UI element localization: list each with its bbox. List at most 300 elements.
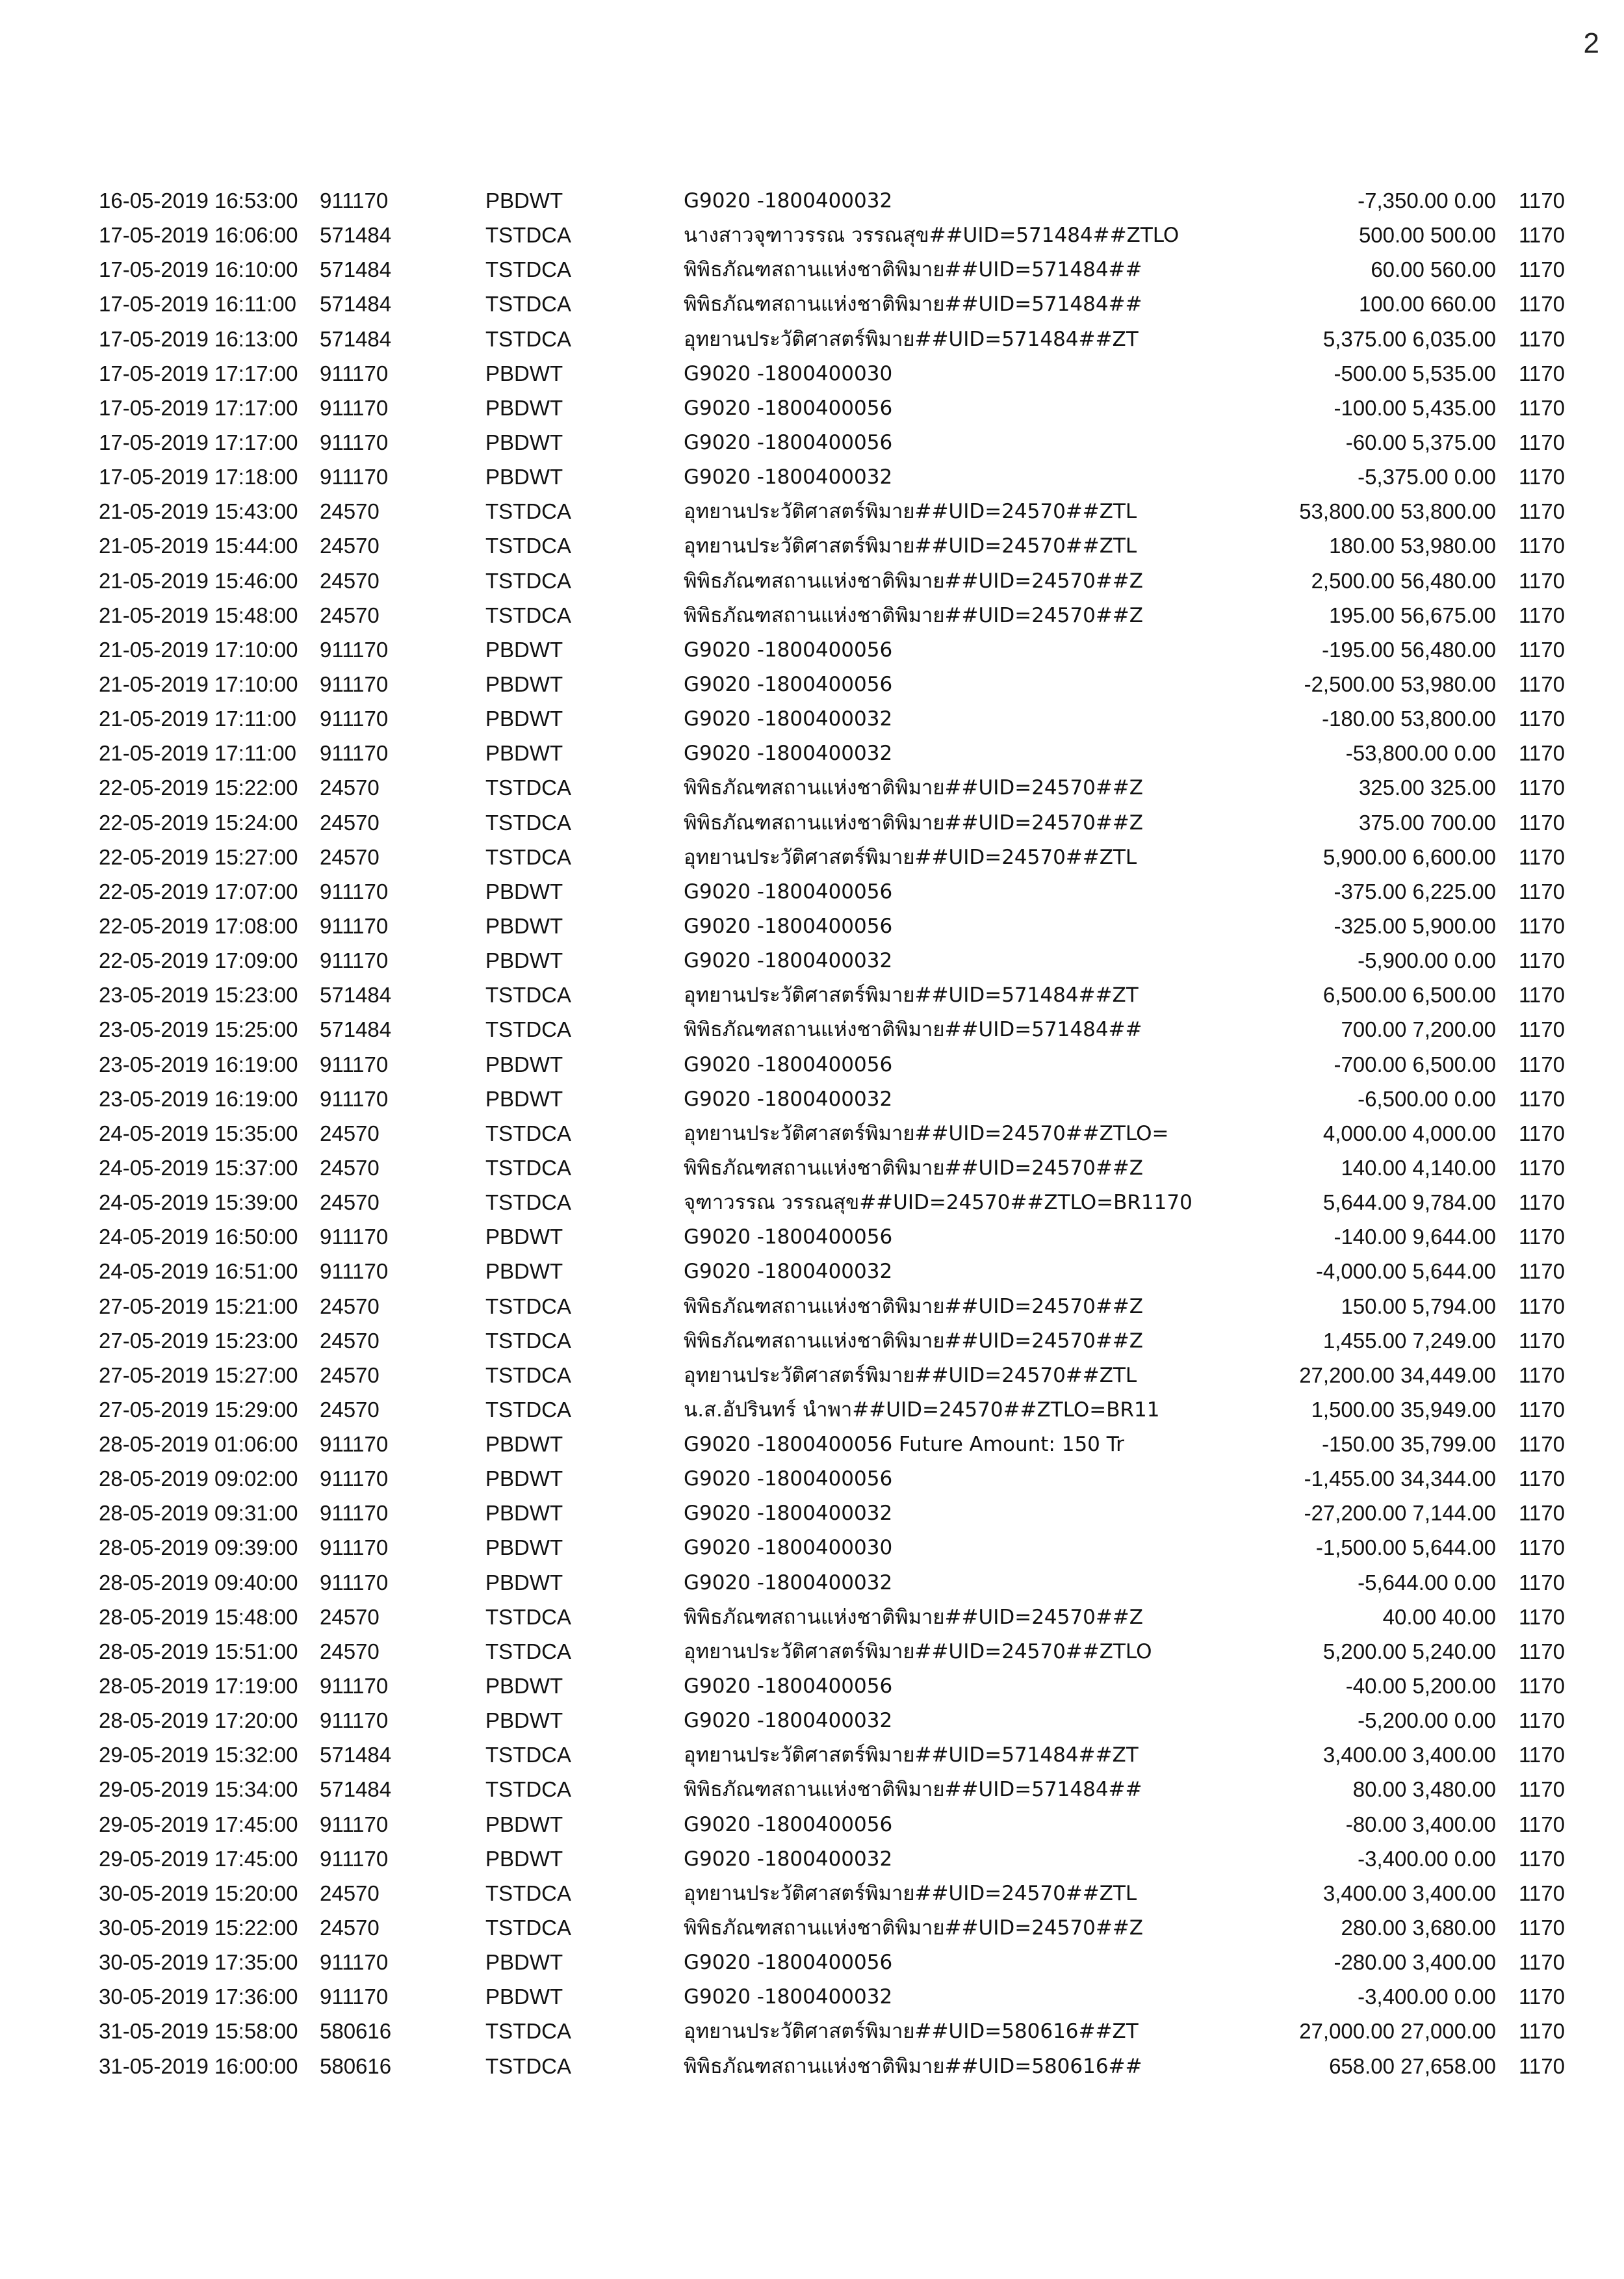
description-cell: พิพิธภัณฑสถานแห่งชาติพิมาย##UID=24570##Z — [684, 776, 1144, 800]
datetime-cell: 24-05-2019 15:39:00 — [99, 1190, 298, 1215]
datetime-cell: 24-05-2019 16:51:00 — [99, 1259, 298, 1284]
datetime-cell: 28-05-2019 15:48:00 — [99, 1604, 298, 1629]
table-row — [99, 1812, 1574, 1847]
datetime-cell: 28-05-2019 09:02:00 — [99, 1466, 298, 1491]
datetime-cell: 17-05-2019 16:13:00 — [99, 326, 298, 351]
user-id-cell: 571484 — [320, 223, 392, 248]
type-cell: TSTDCA — [485, 603, 571, 627]
type-cell: PBDWT — [485, 189, 563, 213]
user-id-cell: 911170 — [320, 1225, 389, 1249]
description-cell: อุทยานประวัติศาสตร์พิมาย##UID=580616##ZT — [684, 2020, 1139, 2044]
amount-balance-cell: 280.00 3,680.00 — [1341, 1916, 1496, 1940]
type-cell: TSTDCA — [485, 1362, 571, 1387]
description-cell: G9020 -1800400056 — [684, 430, 893, 454]
transaction-table — [99, 189, 1574, 2089]
description-cell: พิพิธภัณฑสถานแห่งชาติพิมาย##UID=571484## — [684, 258, 1142, 282]
amount-balance-cell: -100.00 5,435.00 — [1334, 395, 1496, 420]
user-id-cell: 571484 — [320, 326, 392, 351]
description-cell: G9020 -1800400056 — [684, 1812, 893, 1836]
description-cell: นางสาวจุฑาวรรณ วรรณสุข##UID=571484##ZTLO — [684, 224, 1179, 248]
datetime-cell: 28-05-2019 17:20:00 — [99, 1708, 298, 1733]
description-cell: อุทยานประวัติศาสตร์พิมาย##UID=24570##ZTLO= — [684, 1121, 1169, 1145]
table-row — [99, 1156, 1574, 1190]
user-id-cell: 911170 — [320, 1052, 389, 1076]
description-cell: พิพิธภัณฑสถานแห่งชาติพิมาย##UID=24570##Z — [684, 811, 1144, 835]
datetime-cell: 22-05-2019 15:24:00 — [99, 810, 298, 835]
branch-cell: 1170 — [1519, 1432, 1565, 1457]
datetime-cell: 16-05-2019 16:53:00 — [99, 189, 298, 213]
table-row — [99, 569, 1574, 603]
description-cell: G9020 -1800400032 — [684, 1502, 893, 1526]
amount-balance-cell: 27,000.00 27,000.00 — [1299, 2019, 1496, 2044]
description-cell: อุทยานประวัติศาสตร์พิมาย##UID=24570##ZTL — [684, 1363, 1137, 1387]
type-cell: PBDWT — [485, 361, 563, 385]
datetime-cell: 21-05-2019 17:11:00 — [99, 741, 296, 766]
amount-balance-cell: -180.00 53,800.00 — [1322, 707, 1496, 731]
datetime-cell: 17-05-2019 17:17:00 — [99, 430, 298, 454]
branch-cell: 1170 — [1519, 223, 1565, 248]
table-row — [99, 292, 1574, 326]
branch-cell: 1170 — [1519, 879, 1565, 904]
datetime-cell: 24-05-2019 15:35:00 — [99, 1121, 298, 1145]
type-cell: TSTDCA — [485, 223, 571, 248]
type-cell: PBDWT — [485, 1950, 563, 1975]
datetime-cell: 28-05-2019 09:39:00 — [99, 1535, 298, 1560]
type-cell: TSTDCA — [485, 1397, 571, 1422]
description-cell: พิพิธภัณฑสถานแห่งชาติพิมาย##UID=24570##Z — [684, 1916, 1144, 1940]
table-row — [99, 327, 1574, 361]
datetime-cell: 30-05-2019 17:35:00 — [99, 1950, 298, 1975]
type-cell: TSTDCA — [485, 844, 571, 869]
description-cell: G9020 -1800400056 — [684, 914, 893, 938]
datetime-cell: 27-05-2019 15:27:00 — [99, 1362, 298, 1387]
type-cell: PBDWT — [485, 1708, 563, 1733]
table-row — [99, 1398, 1574, 1432]
user-id-cell: 571484 — [320, 1777, 392, 1802]
user-id-cell: 911170 — [320, 1501, 389, 1526]
table-row — [99, 1432, 1574, 1466]
type-cell: TSTDCA — [485, 1604, 571, 1629]
datetime-cell: 24-05-2019 16:50:00 — [99, 1225, 298, 1249]
branch-cell: 1170 — [1519, 1328, 1565, 1353]
branch-cell: 1170 — [1519, 465, 1565, 489]
branch-cell: 1170 — [1519, 1535, 1565, 1560]
branch-cell: 1170 — [1519, 1985, 1565, 2009]
branch-cell: 1170 — [1519, 2053, 1565, 2078]
amount-balance-cell: 4,000.00 4,000.00 — [1322, 1121, 1496, 1145]
user-id-cell: 24570 — [320, 1328, 380, 1353]
description-cell: พิพิธภัณฑสถานแห่งชาติพิมาย##UID=24570##Z — [684, 569, 1144, 593]
description-cell: อุทยานประวัติศาสตร์พิมาย##UID=24570##ZTL — [684, 500, 1137, 524]
user-id-cell: 24570 — [320, 810, 380, 835]
amount-balance-cell: 658.00 27,658.00 — [1329, 2053, 1496, 2078]
table-row — [99, 1017, 1574, 1052]
amount-balance-cell: -5,900.00 0.00 — [1358, 948, 1496, 973]
type-cell: TSTDCA — [485, 1328, 571, 1353]
datetime-cell: 22-05-2019 15:27:00 — [99, 844, 298, 869]
amount-balance-cell: 100.00 660.00 — [1358, 292, 1496, 317]
user-id-cell: 911170 — [320, 189, 389, 213]
amount-balance-cell: 325.00 325.00 — [1358, 775, 1496, 800]
datetime-cell: 22-05-2019 15:22:00 — [99, 775, 298, 800]
datetime-cell: 30-05-2019 17:36:00 — [99, 1985, 298, 2009]
amount-balance-cell: -80.00 3,400.00 — [1345, 1812, 1496, 1836]
table-row — [99, 1708, 1574, 1743]
type-cell: PBDWT — [485, 1985, 563, 2009]
description-cell: พิพิธภัณฑสถานแห่งชาติพิมาย##UID=571484## — [684, 293, 1142, 317]
branch-cell: 1170 — [1519, 189, 1565, 213]
table-row — [99, 638, 1574, 672]
table-row — [99, 1777, 1574, 1812]
table-row — [99, 845, 1574, 879]
description-cell: อุทยานประวัติศาสตร์พิมาย##UID=571484##ZT — [684, 1743, 1139, 1767]
description-cell: G9020 -1800400030 — [684, 1536, 893, 1560]
user-id-cell: 571484 — [320, 1743, 392, 1767]
description-cell: พิพิธภัณฑสถานแห่งชาติพิมาย##UID=580616## — [684, 2054, 1142, 2078]
user-id-cell: 580616 — [320, 2053, 392, 2078]
description-cell: G9020 -1800400032 — [684, 1260, 893, 1284]
description-cell: พิพิธภัณฑสถานแห่งชาติพิมาย##UID=24570##Z — [684, 603, 1144, 627]
table-row — [99, 1121, 1574, 1156]
amount-balance-cell: 5,375.00 6,035.00 — [1322, 326, 1496, 351]
type-cell: PBDWT — [485, 1225, 563, 1249]
amount-balance-cell: 5,900.00 6,600.00 — [1322, 844, 1496, 869]
amount-balance-cell: 195.00 56,675.00 — [1329, 603, 1496, 627]
user-id-cell: 571484 — [320, 983, 392, 1008]
table-row — [99, 1329, 1574, 1363]
branch-cell: 1170 — [1519, 1570, 1565, 1595]
description-cell: อุทยานประวัติศาสตร์พิมาย##UID=571484##ZT — [684, 327, 1139, 351]
datetime-cell: 23-05-2019 15:23:00 — [99, 983, 298, 1008]
table-row — [99, 2019, 1574, 2053]
table-row — [99, 189, 1574, 223]
user-id-cell: 911170 — [320, 1674, 389, 1699]
type-cell: PBDWT — [485, 671, 563, 696]
table-row — [99, 1225, 1574, 1259]
branch-cell: 1170 — [1519, 948, 1565, 973]
type-cell: TSTDCA — [485, 1190, 571, 1215]
user-id-cell: 911170 — [320, 1985, 389, 2009]
user-id-cell: 24570 — [320, 568, 380, 593]
description-cell: G9020 -1800400030 — [684, 361, 893, 385]
branch-cell: 1170 — [1519, 741, 1565, 766]
amount-balance-cell: -5,375.00 0.00 — [1358, 465, 1496, 489]
description-cell: พิพิธภัณฑสถานแห่งชาติพิมาย##UID=571484## — [684, 1018, 1142, 1042]
branch-cell: 1170 — [1519, 1846, 1565, 1871]
amount-balance-cell: -150.00 35,799.00 — [1322, 1432, 1496, 1457]
amount-balance-cell: -700.00 6,500.00 — [1334, 1052, 1496, 1076]
branch-cell: 1170 — [1519, 2019, 1565, 2044]
type-cell: TSTDCA — [485, 1777, 571, 1802]
datetime-cell: 17-05-2019 16:06:00 — [99, 223, 298, 248]
datetime-cell: 22-05-2019 17:07:00 — [99, 879, 298, 904]
table-row — [99, 914, 1574, 948]
table-row — [99, 223, 1574, 257]
user-id-cell: 24570 — [320, 1604, 380, 1629]
table-row — [99, 1087, 1574, 1121]
type-cell: PBDWT — [485, 637, 563, 662]
amount-balance-cell: -53,800.00 0.00 — [1345, 741, 1496, 766]
user-id-cell: 911170 — [320, 1812, 389, 1836]
table-row — [99, 465, 1574, 499]
branch-cell: 1170 — [1519, 257, 1565, 282]
user-id-cell: 24570 — [320, 1121, 380, 1145]
branch-cell: 1170 — [1519, 913, 1565, 938]
description-cell: พิพิธภัณฑสถานแห่งชาติพิมาย##UID=571484## — [684, 1778, 1142, 1802]
amount-balance-cell: -40.00 5,200.00 — [1345, 1674, 1496, 1699]
user-id-cell: 911170 — [320, 1846, 389, 1871]
type-cell: TSTDCA — [485, 568, 571, 593]
user-id-cell: 24570 — [320, 499, 380, 524]
description-cell: G9020 -1800400032 — [684, 1985, 893, 2009]
user-id-cell: 24570 — [320, 1881, 380, 1905]
datetime-cell: 21-05-2019 15:46:00 — [99, 568, 298, 593]
table-row — [99, 1501, 1574, 1535]
table-row — [99, 672, 1574, 707]
user-id-cell: 911170 — [320, 879, 389, 904]
table-row — [99, 1466, 1574, 1501]
amount-balance-cell: -5,644.00 0.00 — [1358, 1570, 1496, 1595]
type-cell: PBDWT — [485, 430, 563, 454]
amount-balance-cell: -1,500.00 5,644.00 — [1315, 1535, 1496, 1560]
table-row — [99, 1674, 1574, 1708]
table-row — [99, 1639, 1574, 1674]
amount-balance-cell: 53,800.00 53,800.00 — [1299, 499, 1496, 524]
datetime-cell: 21-05-2019 15:44:00 — [99, 534, 298, 558]
datetime-cell: 27-05-2019 15:29:00 — [99, 1397, 298, 1422]
datetime-cell: 17-05-2019 17:18:00 — [99, 465, 298, 489]
user-id-cell: 911170 — [320, 465, 389, 489]
type-cell: TSTDCA — [485, 499, 571, 524]
type-cell: PBDWT — [485, 395, 563, 420]
description-cell: G9020 -1800400056 — [684, 1467, 893, 1491]
amount-balance-cell: 40.00 40.00 — [1382, 1604, 1496, 1629]
branch-cell: 1170 — [1519, 1950, 1565, 1975]
table-row — [99, 430, 1574, 465]
amount-balance-cell: -3,400.00 0.00 — [1358, 1846, 1496, 1871]
branch-cell: 1170 — [1519, 499, 1565, 524]
type-cell: TSTDCA — [485, 1916, 571, 1940]
user-id-cell: 911170 — [320, 361, 389, 385]
description-cell: G9020 -1800400032 — [684, 1709, 893, 1733]
type-cell: PBDWT — [485, 1432, 563, 1457]
datetime-cell: 24-05-2019 15:37:00 — [99, 1155, 298, 1180]
description-cell: พิพิธภัณฑสถานแห่งชาติพิมาย##UID=24570##Z — [684, 1156, 1144, 1180]
type-cell: PBDWT — [485, 1259, 563, 1284]
amount-balance-cell: 80.00 3,480.00 — [1352, 1777, 1496, 1802]
branch-cell: 1170 — [1519, 361, 1565, 385]
user-id-cell: 571484 — [320, 257, 392, 282]
datetime-cell: 21-05-2019 17:10:00 — [99, 637, 298, 662]
type-cell: PBDWT — [485, 1501, 563, 1526]
datetime-cell: 23-05-2019 16:19:00 — [99, 1052, 298, 1076]
type-cell: PBDWT — [485, 1466, 563, 1491]
description-cell: อุทยานประวัติศาสตร์พิมาย##UID=24570##ZTL — [684, 845, 1137, 869]
description-cell: G9020 -1800400032 — [684, 1847, 893, 1871]
table-row — [99, 1743, 1574, 1777]
branch-cell: 1170 — [1519, 568, 1565, 593]
branch-cell: 1170 — [1519, 430, 1565, 454]
datetime-cell: 29-05-2019 17:45:00 — [99, 1846, 298, 1871]
table-row — [99, 983, 1574, 1017]
description-cell: G9020 -1800400032 — [684, 465, 893, 489]
user-id-cell: 911170 — [320, 1950, 389, 1975]
user-id-cell: 24570 — [320, 1397, 380, 1422]
amount-balance-cell: 150.00 5,794.00 — [1341, 1294, 1496, 1318]
branch-cell: 1170 — [1519, 1639, 1565, 1663]
branch-cell: 1170 — [1519, 1121, 1565, 1145]
table-row — [99, 396, 1574, 430]
branch-cell: 1170 — [1519, 983, 1565, 1008]
table-row — [99, 361, 1574, 396]
description-cell: อุทยานประวัติศาสตร์พิมาย##UID=24570##ZTL — [684, 1881, 1137, 1905]
table-row — [99, 534, 1574, 568]
amount-balance-cell: 3,400.00 3,400.00 — [1322, 1881, 1496, 1905]
amount-balance-cell: 5,644.00 9,784.00 — [1322, 1190, 1496, 1215]
description-cell: G9020 -1800400032 — [684, 1087, 893, 1111]
datetime-cell: 29-05-2019 15:34:00 — [99, 1777, 298, 1802]
description-cell: อุทยานประวัติศาสตร์พิมาย##UID=24570##ZTL — [684, 534, 1137, 558]
amount-balance-cell: -60.00 5,375.00 — [1345, 430, 1496, 454]
branch-cell: 1170 — [1519, 1155, 1565, 1180]
datetime-cell: 28-05-2019 17:19:00 — [99, 1674, 298, 1699]
type-cell: PBDWT — [485, 1674, 563, 1699]
branch-cell: 1170 — [1519, 1777, 1565, 1802]
amount-balance-cell: -280.00 3,400.00 — [1334, 1950, 1496, 1975]
user-id-cell: 911170 — [320, 1466, 389, 1491]
type-cell: TSTDCA — [485, 775, 571, 800]
table-row — [99, 2054, 1574, 2089]
description-cell: G9020 -1800400056 — [684, 638, 893, 662]
branch-cell: 1170 — [1519, 1881, 1565, 1905]
table-row — [99, 1190, 1574, 1225]
user-id-cell: 911170 — [320, 395, 389, 420]
type-cell: PBDWT — [485, 465, 563, 489]
type-cell: PBDWT — [485, 741, 563, 766]
table-row — [99, 1294, 1574, 1329]
user-id-cell: 911170 — [320, 1708, 389, 1733]
branch-cell: 1170 — [1519, 810, 1565, 835]
user-id-cell: 24570 — [320, 775, 380, 800]
user-id-cell: 911170 — [320, 741, 389, 766]
type-cell: TSTDCA — [485, 326, 571, 351]
branch-cell: 1170 — [1519, 1362, 1565, 1387]
table-row — [99, 1985, 1574, 2019]
type-cell: PBDWT — [485, 1052, 563, 1076]
datetime-cell: 22-05-2019 17:09:00 — [99, 948, 298, 973]
branch-cell: 1170 — [1519, 1708, 1565, 1733]
datetime-cell: 22-05-2019 17:08:00 — [99, 913, 298, 938]
table-row — [99, 1950, 1574, 1985]
table-row — [99, 257, 1574, 292]
amount-balance-cell: 60.00 560.00 — [1371, 257, 1496, 282]
type-cell: PBDWT — [485, 879, 563, 904]
amount-balance-cell: -140.00 9,644.00 — [1334, 1225, 1496, 1249]
table-row — [99, 603, 1574, 638]
branch-cell: 1170 — [1519, 775, 1565, 800]
description-cell: น.ส.อัปรินทร์ นำพา##UID=24570##ZTLO=BR11 — [684, 1398, 1160, 1422]
type-cell: PBDWT — [485, 1812, 563, 1836]
type-cell: TSTDCA — [485, 1155, 571, 1180]
datetime-cell: 27-05-2019 15:23:00 — [99, 1328, 298, 1353]
branch-cell: 1170 — [1519, 1225, 1565, 1249]
datetime-cell: 30-05-2019 15:20:00 — [99, 1881, 298, 1905]
description-cell: G9020 -1800400056 — [684, 396, 893, 420]
type-cell: PBDWT — [485, 1535, 563, 1560]
datetime-cell: 23-05-2019 15:25:00 — [99, 1017, 298, 1042]
type-cell: TSTDCA — [485, 1121, 571, 1145]
table-row — [99, 775, 1574, 810]
description-cell: G9020 -1800400056 — [684, 879, 893, 904]
user-id-cell: 580616 — [320, 2019, 392, 2044]
branch-cell: 1170 — [1519, 603, 1565, 627]
description-cell: จุฑาวรรณ วรรณสุข##UID=24570##ZTLO=BR1170 — [684, 1191, 1192, 1215]
description-cell: G9020 -1800400056 — [684, 1951, 893, 1975]
type-cell: TSTDCA — [485, 1017, 571, 1042]
type-cell: PBDWT — [485, 913, 563, 938]
user-id-cell: 911170 — [320, 430, 389, 454]
datetime-cell: 27-05-2019 15:21:00 — [99, 1294, 298, 1318]
datetime-cell: 21-05-2019 15:43:00 — [99, 499, 298, 524]
branch-cell: 1170 — [1519, 1916, 1565, 1940]
user-id-cell: 911170 — [320, 1570, 389, 1595]
description-cell: G9020 -1800400032 — [684, 1570, 893, 1595]
amount-balance-cell: 27,200.00 34,449.00 — [1299, 1362, 1496, 1387]
description-cell: พิพิธภัณฑสถานแห่งชาติพิมาย##UID=24570##Z — [684, 1329, 1144, 1353]
datetime-cell: 31-05-2019 15:58:00 — [99, 2019, 298, 2044]
branch-cell: 1170 — [1519, 292, 1565, 317]
amount-balance-cell: 700.00 7,200.00 — [1341, 1017, 1496, 1042]
branch-cell: 1170 — [1519, 1294, 1565, 1318]
amount-balance-cell: 375.00 700.00 — [1358, 810, 1496, 835]
datetime-cell: 23-05-2019 16:19:00 — [99, 1086, 298, 1111]
description-cell: G9020 -1800400056 — [684, 1225, 893, 1249]
branch-cell: 1170 — [1519, 1052, 1565, 1076]
user-id-cell: 911170 — [320, 1086, 389, 1111]
amount-balance-cell: 3,400.00 3,400.00 — [1322, 1743, 1496, 1767]
user-id-cell: 911170 — [320, 1432, 389, 1457]
type-cell: TSTDCA — [485, 534, 571, 558]
amount-balance-cell: -195.00 56,480.00 — [1322, 637, 1496, 662]
user-id-cell: 24570 — [320, 534, 380, 558]
table-row — [99, 811, 1574, 845]
user-id-cell: 571484 — [320, 1017, 392, 1042]
type-cell: TSTDCA — [485, 2053, 571, 2078]
datetime-cell: 31-05-2019 16:00:00 — [99, 2053, 298, 2078]
description-cell: พิพิธภัณฑสถานแห่งชาติพิมาย##UID=24570##Z — [684, 1605, 1144, 1629]
type-cell: TSTDCA — [485, 1294, 571, 1318]
amount-balance-cell: -6,500.00 0.00 — [1358, 1086, 1496, 1111]
table-row — [99, 1259, 1574, 1294]
description-cell: อุทยานประวัติศาสตร์พิมาย##UID=24570##ZTLO — [684, 1639, 1152, 1663]
table-row — [99, 1535, 1574, 1570]
description-cell: G9020 -1800400056 Future Amount: 150 Tr — [684, 1433, 1124, 1457]
description-cell: G9020 -1800400032 — [684, 707, 893, 731]
branch-cell: 1170 — [1519, 1604, 1565, 1629]
branch-cell: 1170 — [1519, 1017, 1565, 1042]
amount-balance-cell: 6,500.00 6,500.00 — [1322, 983, 1496, 1008]
table-row — [99, 1605, 1574, 1639]
user-id-cell: 24570 — [320, 603, 380, 627]
amount-balance-cell: -325.00 5,900.00 — [1334, 913, 1496, 938]
branch-cell: 1170 — [1519, 1501, 1565, 1526]
branch-cell: 1170 — [1519, 1812, 1565, 1836]
branch-cell: 1170 — [1519, 1466, 1565, 1491]
branch-cell: 1170 — [1519, 1674, 1565, 1699]
user-id-cell: 911170 — [320, 1259, 389, 1284]
branch-cell: 1170 — [1519, 707, 1565, 731]
datetime-cell: 17-05-2019 17:17:00 — [99, 361, 298, 385]
